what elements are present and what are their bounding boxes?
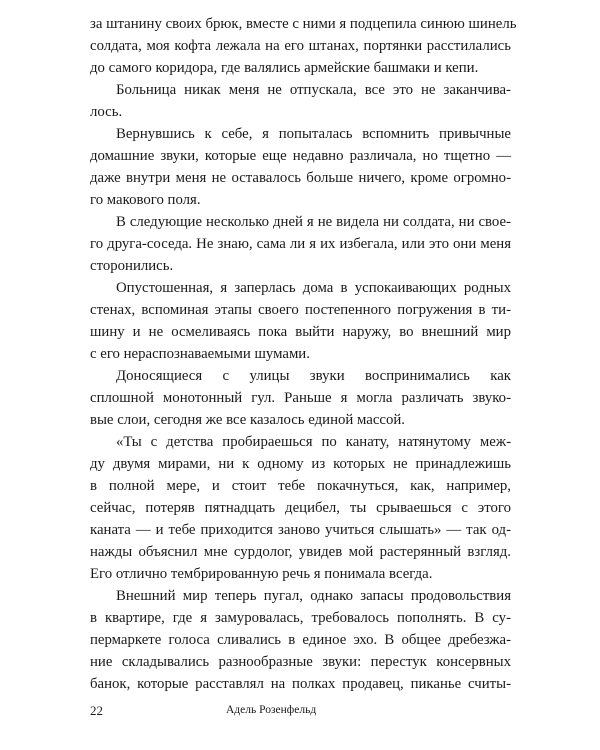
page-number: 22: [90, 703, 103, 718]
text-line: стенах, вспоминая этапы своего постепенного погружения в ти-: [90, 302, 511, 318]
text-line: лось.: [90, 104, 123, 120]
text-line: за штанину своих брюк, вместе с ними я подцепила синюю шинель: [90, 16, 517, 32]
text-line: го макового поля.: [90, 192, 201, 208]
text-line: даже внутри меня не оставалось больше ничего, кроме огромно-: [90, 170, 511, 186]
text-line: в квартире, где я замуровалась, требовалось пополнять. В су-: [90, 610, 511, 626]
text-line: домашние звуки, которые еще недавно различала, но тщетно —: [90, 148, 511, 164]
text-line: «Ты с детства пробираешься по канату, натянутому меж-: [116, 434, 511, 450]
text-line: до самого коридора, где валялись армейские башмаки и кепи.: [90, 60, 479, 76]
text-line: Доносящиеся с улицы звуки воспринимались как: [116, 368, 511, 384]
running-head-author: Адель Розенфельд: [226, 704, 317, 716]
text-line: сейчас, потеряв пятнадцать децибел, ты срываешься с этого: [90, 500, 511, 516]
text-line: банок, которые расставлял на полках продавец, пиканье считы-: [90, 676, 511, 692]
text-line: каната — и тебе приходится заново учиться слышать» — так од-: [90, 522, 511, 538]
text-line: го друга-соседа. Не знаю, сама ли я их избегала, или это они меня: [90, 236, 511, 252]
body-text: [90, 13, 517, 695]
text-line: вые слои, сегодня же все казалось единой массой.: [90, 412, 405, 428]
text-line: сторонились.: [90, 258, 174, 274]
text-line: Внешний мир теперь пугал, однако запасы продовольствия: [116, 588, 511, 604]
text-line: солдата, моя кофта лежала на его штанах, портянки расстилались: [90, 38, 511, 54]
text-line: пермаркете голоса сливались в единое эхо. В общее дребезжа-: [90, 632, 511, 648]
text-line: с его нераспознаваемыми шумами.: [90, 346, 310, 362]
text-line: сплошной монотонный гул. Раньше я могла различать звуко-: [90, 390, 511, 406]
text-line: Вернувшись к себе, я попыталась вспомнить привычные: [116, 126, 511, 142]
text-line: нажды объяснил мне сурдолог, увидев мой растерянный взгляд.: [90, 544, 511, 560]
page-footer: [0, 703, 600, 723]
text-line: Опустошенная, я заперлась дома в успокаивающих родных: [116, 280, 511, 296]
text-line: Больница никак меня не отпускала, все это не заканчива-: [116, 82, 511, 98]
text-line: шину и не осмеливаясь пока выйти наружу, во внешний мир: [90, 324, 511, 340]
text-line: в полной мере, и стоит тебе покачнуться, как, например,: [90, 478, 511, 494]
text-line: Его отлично тембрированную речь я понимала всегда.: [90, 566, 433, 582]
text-line: В следующие несколько дней я не видела ни солдата, ни свое-: [116, 214, 511, 230]
text-line: ду двумя мирами, ни к одному из которых не принадлежишь: [90, 456, 511, 472]
text-line: ние складывались разнообразные звуки: перестук консервных: [90, 654, 511, 670]
